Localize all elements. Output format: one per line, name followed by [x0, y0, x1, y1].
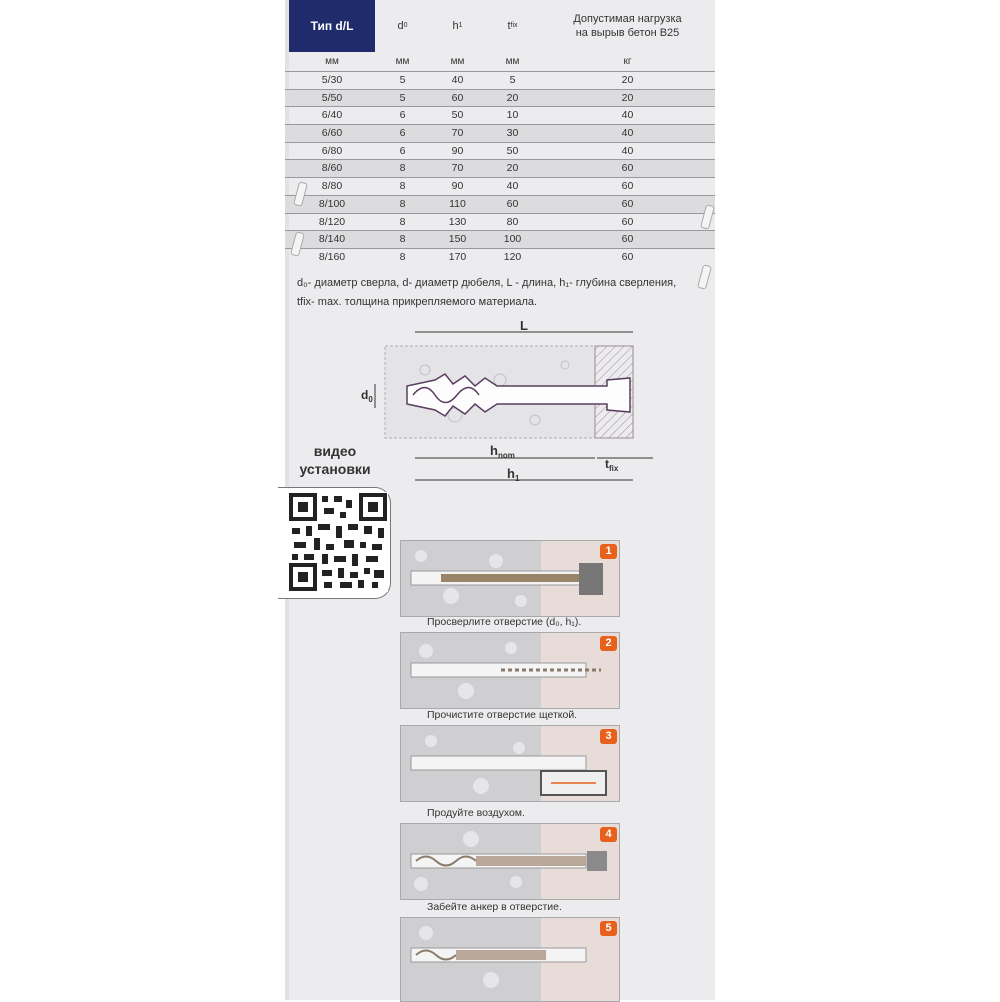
table-row	[285, 89, 715, 107]
dim-tfix-label: $t_{fix}$	[605, 457, 619, 473]
product-info-panel	[285, 0, 715, 1000]
row-h1: 70	[451, 127, 464, 140]
row-load: 60	[621, 215, 634, 228]
row-tfix: 80	[506, 215, 519, 228]
legend-line1: d₀- диаметр сверла, d- диаметр дюбеля, L - длина, h₁- глубина сверления,	[297, 277, 677, 289]
row-d0: 8	[399, 162, 406, 175]
units-row	[285, 52, 715, 71]
dim-L-label: L	[520, 320, 528, 333]
dim-d0-label: $d_0$	[361, 388, 373, 404]
row-tfix: 20	[506, 162, 519, 175]
row-d0: 8	[399, 180, 406, 193]
row-h1: 110	[449, 197, 466, 210]
step-4-badge: 4	[600, 827, 617, 842]
table-header	[285, 0, 715, 52]
row-load: 60	[621, 162, 634, 175]
row-d0: 5	[399, 74, 406, 86]
row-type: 8/160	[318, 250, 346, 263]
row-d0: 6	[399, 127, 406, 140]
row-type: 8/100	[318, 197, 346, 210]
header-tfix-sub: fix	[510, 22, 518, 29]
row-d0: 8	[399, 233, 406, 246]
table-row	[285, 230, 715, 248]
dim-hnom-label: $h_{nom}$	[490, 443, 515, 460]
step-1-badge: 1	[600, 544, 617, 559]
row-load: 40	[621, 127, 634, 140]
step-2-caption: Прочистите отверстие щеткой.	[427, 709, 578, 721]
header-tfix-label: t	[507, 20, 511, 32]
row-h1: 170	[448, 250, 467, 263]
row-d0: 8	[399, 250, 406, 263]
row-type: 8/120	[318, 215, 346, 228]
header-h1	[430, 0, 485, 52]
row-load: 60	[621, 180, 634, 193]
step-1-illustration	[400, 540, 620, 617]
header-d0-sub: 0	[403, 22, 408, 29]
legend-line2: tfix- max. толщина прикрепляемого материала.	[297, 296, 538, 308]
row-h1: 50	[451, 109, 464, 122]
table-row	[285, 213, 715, 231]
screw-illustration	[401, 918, 619, 1001]
step-4-caption: Забейте анкер в отверстие.	[427, 901, 562, 913]
hammer-icon	[587, 851, 607, 871]
header-load	[540, 0, 715, 52]
table-row	[285, 177, 715, 195]
row-load: 20	[621, 91, 634, 104]
row-load: 40	[621, 144, 634, 157]
table-row	[285, 71, 715, 89]
header-h1-sub: 1	[458, 22, 463, 29]
row-h1: 90	[451, 144, 464, 157]
row-h1: 150	[448, 233, 467, 246]
header-tfix	[485, 0, 540, 52]
header-load-line2: на вырыв бетон B25	[575, 27, 680, 39]
step-1-caption: Просверлите отверстие (d₀, h₁).	[427, 616, 582, 628]
step-4-illustration	[400, 823, 620, 900]
drill-illustration	[401, 541, 619, 616]
table-row	[285, 106, 715, 124]
row-load: 60	[621, 197, 634, 210]
table-body	[285, 71, 715, 266]
table-row	[285, 195, 715, 213]
header-load-line1: Допустимая нагрузка	[573, 13, 682, 25]
row-load: 40	[621, 109, 634, 122]
step-3-badge: 3	[600, 729, 617, 744]
row-tfix: 40	[506, 180, 519, 193]
drill-body-icon	[579, 563, 603, 595]
row-d0: 6	[399, 109, 406, 122]
row-tfix: 50	[506, 144, 519, 157]
table-row	[285, 248, 715, 266]
header-d0-label: d	[397, 20, 404, 32]
step-2-badge: 2	[600, 636, 617, 651]
row-d0: 5	[399, 91, 406, 104]
step-3-illustration	[400, 725, 620, 802]
row-type: 6/60	[321, 127, 343, 140]
row-type: 6/40	[321, 109, 343, 122]
video-line1: видео	[313, 443, 357, 459]
row-load: 60	[621, 233, 634, 246]
row-h1: 40	[451, 74, 464, 86]
row-tfix: 5	[509, 74, 516, 86]
step-2-illustration	[400, 632, 620, 709]
blow-illustration	[401, 726, 619, 801]
video-line2: установки	[299, 461, 371, 477]
row-tfix: 30	[506, 127, 519, 140]
table-row	[285, 142, 715, 160]
row-type: 5/50	[321, 91, 343, 104]
table-row	[285, 124, 715, 142]
qr-code-frame[interactable]	[278, 487, 391, 599]
row-d0: 8	[399, 215, 406, 228]
row-tfix: 10	[506, 109, 519, 122]
row-tfix: 100	[503, 233, 522, 246]
row-h1: 130	[448, 215, 467, 228]
hammer-illustration	[401, 824, 619, 899]
header-d0	[375, 0, 430, 52]
unit-tfix: мм	[505, 56, 520, 67]
header-type: Тип d/L	[289, 0, 375, 52]
unit-d0: мм	[395, 56, 410, 67]
row-tfix: 20	[506, 91, 519, 104]
row-type: 8/60	[321, 162, 343, 175]
row-load: 20	[621, 74, 634, 86]
row-load: 60	[621, 250, 634, 263]
row-tfix: 60	[506, 197, 519, 210]
row-d0: 8	[399, 197, 406, 210]
header-h1-label: h	[452, 20, 459, 32]
brush-illustration	[401, 633, 619, 708]
row-type: 6/80	[321, 144, 343, 157]
table-row	[285, 159, 715, 177]
step-5-illustration	[400, 917, 620, 1002]
row-tfix: 120	[503, 250, 522, 263]
row-type: 5/30	[321, 74, 343, 86]
dim-h1-label: $h_1$	[507, 466, 520, 483]
step-5-badge: 5	[600, 921, 617, 936]
row-h1: 70	[451, 162, 464, 175]
row-h1: 60	[451, 91, 464, 104]
qr-code[interactable]	[288, 492, 388, 592]
unit-type: мм	[325, 56, 339, 67]
unit-load: кг	[623, 56, 632, 67]
row-d0: 6	[399, 144, 406, 157]
unit-h1: мм	[450, 56, 465, 67]
video-label	[285, 442, 385, 478]
row-type: 8/80	[321, 180, 343, 193]
row-h1: 90	[451, 180, 464, 193]
row-type: 8/140	[318, 233, 346, 246]
step-3-caption: Продуйте воздухом.	[427, 807, 525, 819]
legend-note	[297, 274, 707, 312]
